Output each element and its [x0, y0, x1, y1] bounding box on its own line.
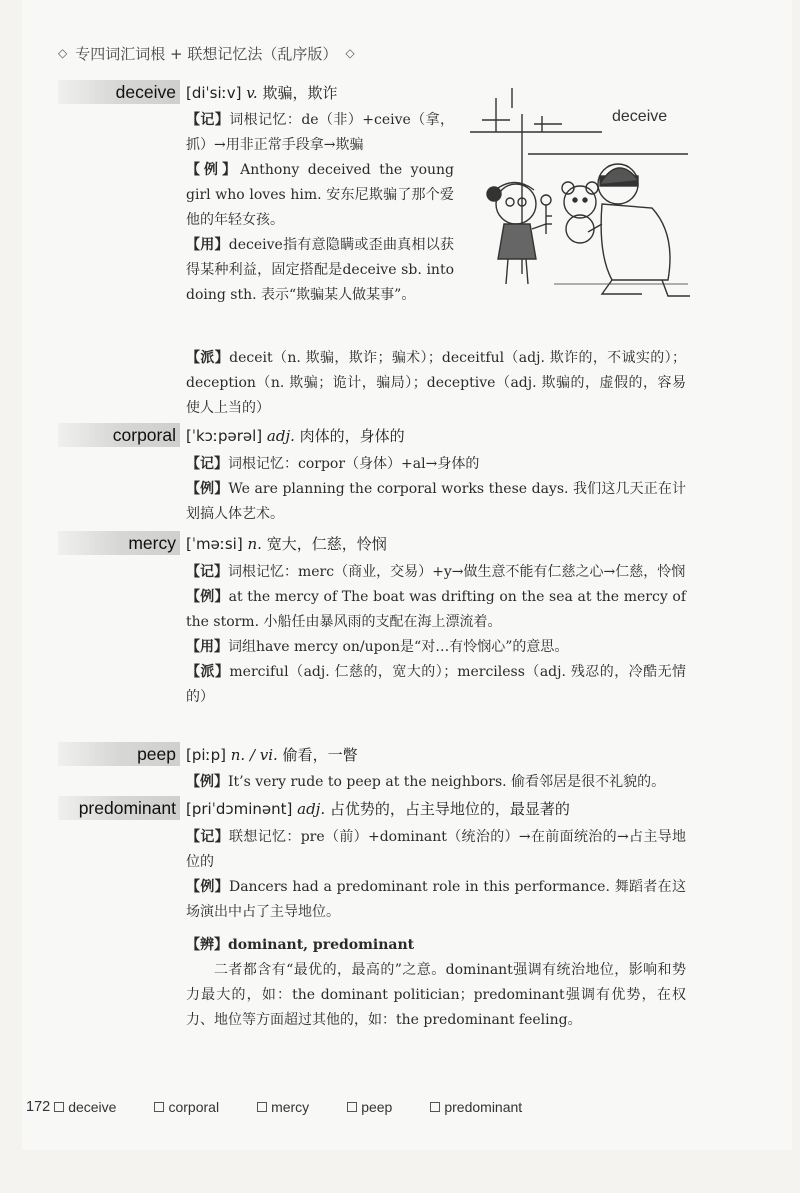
- example: 【 例 】 Anthony deceived the young girl who loves him. 安东尼欺骗了那个爱他的年轻女孩。: [186, 158, 454, 233]
- footer-checkbox-item[interactable]: corporal: [154, 1099, 219, 1115]
- meaning: 欺骗，欺诈: [262, 84, 338, 102]
- memory-note: 【 记 】 词根记忆：corpor（身体）+al→身体的: [186, 452, 686, 477]
- example: 【 例 】 Dancers had a predominant role in this performance. 舞蹈者在这场演出中占了主导地位。: [186, 875, 686, 925]
- distinction-body: 二者都含有“最优的，最高的”之意。dominant强调有统治地位，影响和势力最大的，如：the dominant politician；predominant强调有优势，在权力、地位等方面超过其他的，如：the predominant feeling。: [186, 962, 686, 1028]
- page-footer: [26, 1096, 560, 1118]
- part-of-speech: n.: [247, 535, 262, 553]
- tag-label: 【 记 】: [186, 456, 228, 472]
- part-of-speech: adj.: [297, 800, 326, 818]
- tag-label: 【 记 】: [186, 564, 228, 580]
- footer-checkbox-item[interactable]: predominant: [430, 1099, 522, 1115]
- tag-label: 【 用 】: [186, 639, 228, 655]
- tag-label: 【 例 】: [186, 774, 228, 790]
- tag-label: 【 例 】: [186, 879, 229, 895]
- meaning: 宽大，仁慈，怜悯: [266, 535, 387, 553]
- part-of-speech: v.: [246, 84, 258, 102]
- tag-label: 【 例 】: [186, 162, 240, 178]
- tag-label: 【 例 】: [186, 481, 228, 497]
- entry-predominant-header: [186, 798, 570, 819]
- entry-peep-header: [186, 744, 358, 765]
- entry-predominant-body: [186, 825, 686, 1033]
- headword-deceive: deceive: [58, 80, 180, 104]
- footer-checkbox-item[interactable]: deceive: [54, 1099, 116, 1115]
- pronunciation: [ˈkɔːpərəl]: [186, 427, 263, 445]
- entry-deceive-header: [186, 82, 337, 103]
- part-of-speech: n. / vi.: [230, 746, 278, 764]
- entry-deceive-body-left: [186, 108, 454, 308]
- entry-mercy-header: [186, 533, 387, 554]
- page-number: 172: [26, 1099, 51, 1115]
- distinction-title: 【 辨 】 dominant, predominant: [186, 933, 686, 958]
- tag-label: 【 派 】: [186, 664, 229, 680]
- tag-label: 【 例 】: [186, 589, 229, 605]
- meaning: 肉体的，身体的: [299, 427, 405, 445]
- tag-label: 【 用 】: [186, 237, 229, 253]
- footer-checkbox-item[interactable]: mercy: [257, 1099, 309, 1115]
- checkbox-icon[interactable]: [347, 1102, 357, 1112]
- cartoon-caption: deceive: [612, 108, 668, 125]
- pronunciation: [piːp]: [186, 746, 226, 764]
- tag-label: 【 记 】: [186, 112, 229, 128]
- pronunciation: [priˈdɔminənt]: [186, 800, 293, 818]
- checkbox-icon[interactable]: [430, 1102, 440, 1112]
- tag-label: 【 记 】: [186, 829, 229, 845]
- header-title: 专四词汇词根 + 联想记忆法（乱序版）: [75, 44, 338, 63]
- usage-note: 【 用 】 deceive指有意隐瞒或歪曲真相以获得某种利益，固定搭配是deceive sb. into doing sth. 表示“欺骗某人做某事”。: [186, 233, 454, 308]
- footer-checkbox-item[interactable]: peep: [347, 1099, 392, 1115]
- pronunciation: [ˈməːsi]: [186, 535, 243, 553]
- headword-peep: peep: [58, 742, 180, 766]
- headword-corporal: corporal: [58, 423, 180, 447]
- pronunciation: [diˈsiːv]: [186, 84, 242, 102]
- entry-deceive-derivatives: 【 派 】 deceit（n. 欺骗，欺诈；骗术）；deceitful（adj. 欺诈的，不诚实的）；deception（n. 欺骗；诡计，骗局）；deceptive（adj. 欺骗的，虚假的，容易使人上当的）: [186, 346, 686, 421]
- entry-mercy-body: [186, 560, 686, 710]
- derivatives: 【 派 】 merciful（adj. 仁慈的，宽大的）；merciless（adj. 残忍的，冷酷无情的）: [186, 660, 686, 710]
- memory-note: 【 记 】 联想记忆：pre（前）+dominant（统治的）→在前面统治的→占主导地位的: [186, 825, 686, 875]
- meaning: 偷看，一瞥: [282, 746, 358, 764]
- memory-note: 【 记 】 词根记忆：de（非）+ceive（拿，抓）→用非正常手段拿→欺骗: [186, 108, 454, 158]
- diamond-ornament-icon: ◇: [345, 46, 355, 60]
- checkbox-icon[interactable]: [54, 1102, 64, 1112]
- example: 【 例 】 at the mercy of The boat was drifting on the sea at the mercy of the storm. 小船任由暴风雨的支配在海上漂流着。: [186, 585, 686, 635]
- entry-peep-body: [186, 770, 686, 795]
- example: 【 例 】 We are planning the corporal works these days. 我们这几天正在计划搞人体艺术。: [186, 477, 686, 527]
- headword-mercy: mercy: [58, 531, 180, 555]
- example: 【 例 】 It’s very rude to peep at the neighbors. 偷看邻居是很不礼貌的。: [186, 770, 686, 795]
- memory-note: 【 记 】 词根记忆：merc（商业，交易）+y→做生意不能有仁慈之心→仁慈，怜悯: [186, 560, 686, 585]
- headword-predominant: predominant: [58, 796, 180, 820]
- part-of-speech: adj.: [266, 427, 295, 445]
- entry-corporal-header: [186, 425, 405, 446]
- tag-label: 【 辨 】: [186, 937, 228, 953]
- diamond-ornament-icon: ◇: [58, 46, 68, 60]
- checkbox-icon[interactable]: [257, 1102, 267, 1112]
- checkbox-icon[interactable]: [154, 1102, 164, 1112]
- running-header: [58, 38, 355, 68]
- meaning: 占优势的，占主导地位的，最显著的: [329, 800, 570, 818]
- tag-label: 【 派 】: [186, 350, 229, 366]
- usage-note: 【 用 】 词组have mercy on/upon是“对…有怜悯心”的意思。: [186, 635, 686, 660]
- entry-corporal-body: [186, 452, 686, 527]
